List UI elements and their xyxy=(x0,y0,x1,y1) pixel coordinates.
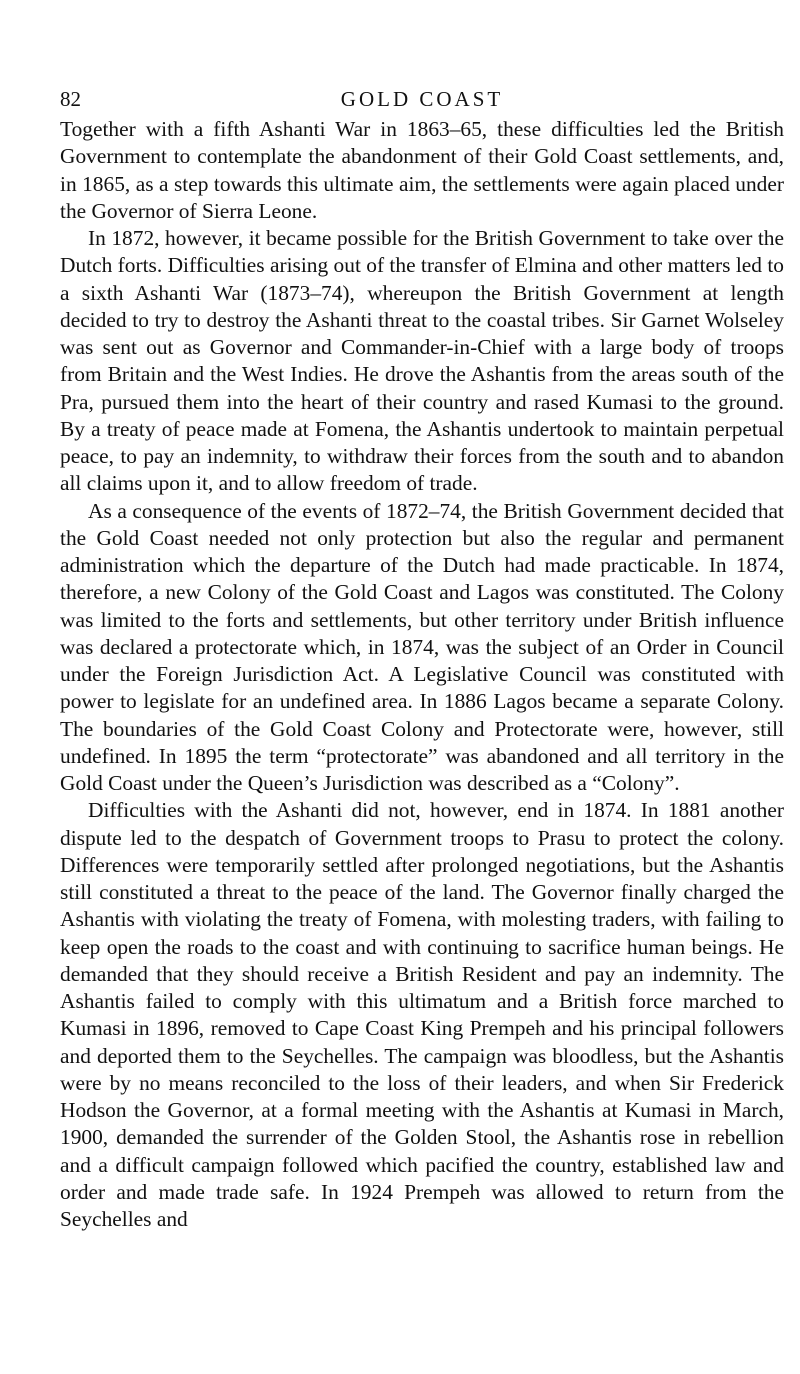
running-title: GOLD COAST xyxy=(340,87,504,111)
running-head xyxy=(60,84,784,114)
page-number: 82 xyxy=(60,87,81,111)
body-text xyxy=(60,116,784,1233)
book-page xyxy=(60,84,784,1233)
paragraph: Difficulties with the Ashanti did not, however, end in 1874. In 1881 another dispute led to the despatch of Government troops to Prasu to protect the colony. Differences were temporarily settled after prolonged negotiations, but the Ashantis still constituted a threat to the peace of the land. The Governor finally charged the Ashantis with violating the treaty of Fomena, with molesting traders, with failing to keep open the roads to the coast and with continuing to sacrifice human beings. He demanded that they should receive a British Resident and pay an indemnity. The Ashantis failed to comply with this ultimatum and a British force marched to Kumasi in 1896, removed to Cape Coast King Prempeh and his principal followers and deported them to the Seychelles. The campaign was bloodless, but the Ashantis were by no means reconciled to the loss of their leaders, and when Sir Frederick Hodson the Governor, at a formal meeting with the Ashantis at Kumasi in March, 1900, demanded the surrender of the Golden Stool, the Ashantis rose in rebellion and a difficult campaign followed which pacified the country, established law and order and made trade safe. In 1924 Prempeh was allowed to return from the Seychelles and xyxy=(60,798,784,1231)
paragraph: As a consequence of the events of 1872–74, the British Government decided that the Gold Coast needed not only protection but also the regular and permanent administration which the departure of the Dutch had made practicable. In 1874, therefore, a new Colony of the Gold Coast and Lagos was constituted. The Colony was limited to the forts and settlements, but other territory under British influence was declared a protectorate which, in 1874, was the subject of an Order in Council under the Foreign Jurisdiction Act. A Legislative Council was constituted with power to legislate for an undefined area. In 1886 Lagos became a separate Colony. The boundaries of the Gold Coast Colony and Protectorate were, however, still undefined. In 1895 the term “protectorate” was abandoned and all territory in the Gold Coast under the Queen’s Jurisdiction was described as a “Colony”. xyxy=(60,498,784,795)
paragraph: In 1872, however, it became possible for the British Government to take over the Dutch forts. Difficulties arising out of the transfer of Elmina and other matters led to a sixth Ashanti War (1873–74), whereupon the British Government at length decided to try to destroy the Ashanti threat to the coastal tribes. Sir Garnet Wolseley was sent out as Governor and Commander-in-Chief with a large body of troops from Britain and the West Indies. He drove the Ashantis from the areas south of the Pra, pursued them into the heart of their country and rased Kumasi to the ground. By a treaty of peace made at Fomena, the Ashantis undertook to maintain perpetual peace, to pay an indemnity, to withdraw their forces from the south and to abandon all claims upon it, and to allow freedom of trade. xyxy=(60,226,784,496)
paragraph: Together with a fifth Ashanti War in 1863–65, these difficulties led the British Government to contemplate the abandonment of their Gold Coast settlements, and, in 1865, as a step towards this ultimate aim, the settlements were again placed under the Governor of Sierra Leone. xyxy=(60,117,784,223)
